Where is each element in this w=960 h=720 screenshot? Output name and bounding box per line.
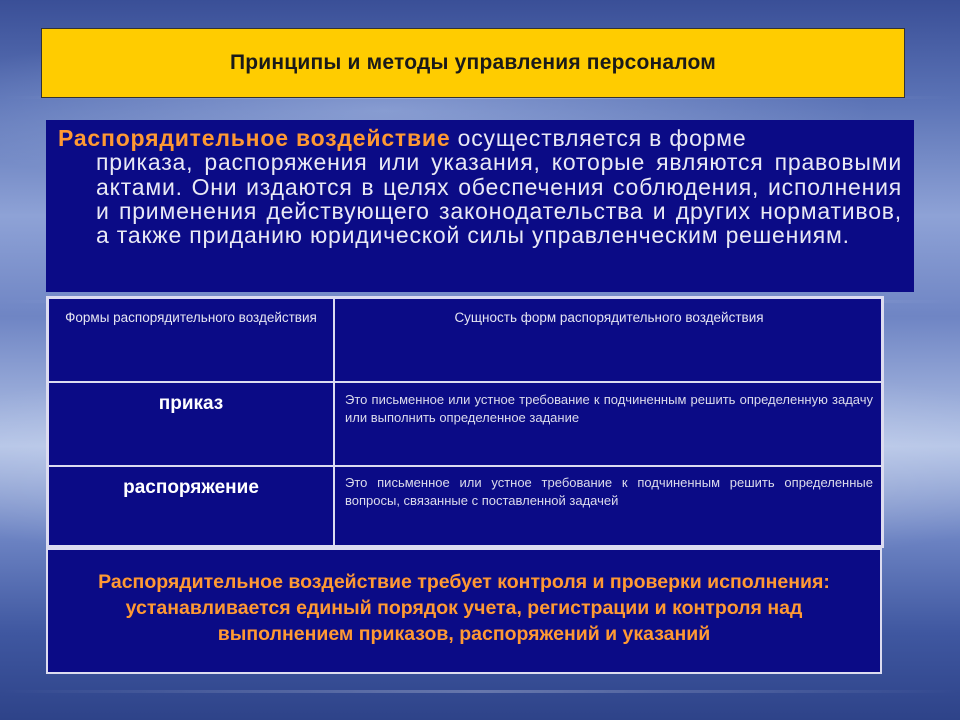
table-row-divider [49, 381, 881, 383]
forms-table [46, 296, 884, 548]
table-header-essence: Сущность форм распорядительного воздействия [454, 310, 764, 325]
table-row-form-name: приказ [158, 393, 224, 414]
intro-continuation: приказа, распоряжения или указания, которые являются правовыми актами. Они издаются в целях обеспечения соблюдения, исполнения и применения действующего законодательства и других нормативов, а также приданию юридической силы управленческим решениям. [96, 149, 902, 249]
table-row-form-description: Это письменное или устное требование к подчиненным решить определенную задачу или выполнить определенное задание [345, 392, 873, 425]
slide-title: Принципы и методы управления персоналом [229, 51, 717, 74]
intro-first-line: осуществляется в форме [450, 125, 747, 151]
table-row-divider [49, 465, 881, 467]
summary-text: Распорядительное воздействие требует контроля и проверки исполнения: устанавливается единый порядок учета, регистрации и контроля над выполнением приказов, распоряжений и указаний [98, 571, 830, 645]
summary-box [46, 548, 882, 674]
intro-text-box [46, 120, 914, 292]
background-wave [0, 690, 960, 693]
intro-paragraph [58, 126, 902, 247]
table-column-divider [333, 299, 335, 545]
table-row-form-name: распоряжение [123, 477, 259, 498]
title-banner [41, 28, 905, 98]
table-row-form-description: Это письменное или устное требование к подчиненным решить определенные вопросы, связанные с поставленной задачей [345, 475, 873, 508]
intro-lead-term: Распорядительное воздействие [58, 125, 451, 151]
table-header-forms: Формы распорядительного воздействия [65, 310, 317, 325]
